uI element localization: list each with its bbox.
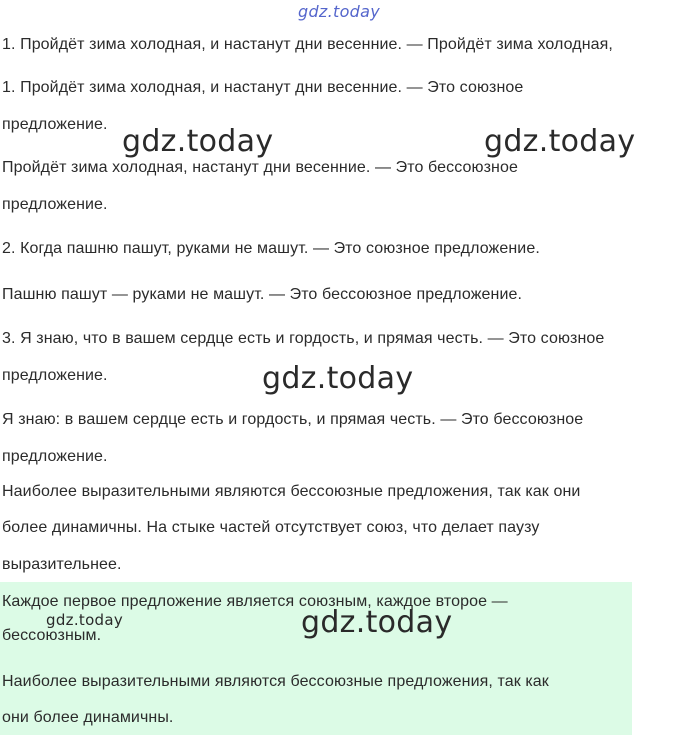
text-line: предложение. [2, 367, 108, 384]
watermark: gdz.today [301, 605, 453, 640]
watermark: gdz.today [122, 124, 274, 159]
answer-line: Каждое первое предложение является союзным, каждое второе — [2, 593, 508, 610]
watermark-small: gdz.today [46, 611, 124, 629]
answer-line: Наиболее выразительными являются бессоюзные предложения, так как [2, 673, 549, 690]
text-line: предложение. [2, 448, 108, 465]
text-line: Наиболее выразительными являются бессоюзные предложения, так как они [2, 483, 581, 500]
text-line: Пашню пашут — руками не машут. — Это бессоюзное предложение. [2, 286, 523, 303]
text-line: 2. Когда пашню пашут, руками не машут. — Это союзное предложение. [2, 240, 540, 257]
text-line: более динамичны. На стыке частей отсутствует союз, что делает паузу [2, 519, 540, 536]
watermark: gdz.today [484, 124, 636, 159]
answer-line: они более динамичны. [2, 709, 174, 726]
text-line: Я знаю: в вашем сердце есть и гордость, и прямая честь. — Это бессоюзное [2, 411, 584, 428]
text-line: 3. Я знаю, что в вашем сердце есть и гордость, и прямая честь. — Это союзное [2, 330, 605, 347]
watermark-top: gdz.today [298, 2, 380, 21]
watermark: gdz.today [262, 361, 414, 396]
text-line: 1. Пройдёт зима холодная, и настанут дни весенние. — Это союзное [2, 79, 524, 96]
text-line: предложение. [2, 196, 108, 213]
text-line: выразительнее. [2, 556, 122, 573]
answer-line: бессоюзным. [2, 627, 102, 644]
text-line: 1. Пройдёт зима холодная, и настанут дни весенние. — Пройдёт зима холодная, [2, 36, 613, 53]
text-line: предложение. [2, 116, 108, 133]
text-line: Пройдёт зима холодная, настанут дни весенние. — Это бессоюзное [2, 159, 518, 176]
